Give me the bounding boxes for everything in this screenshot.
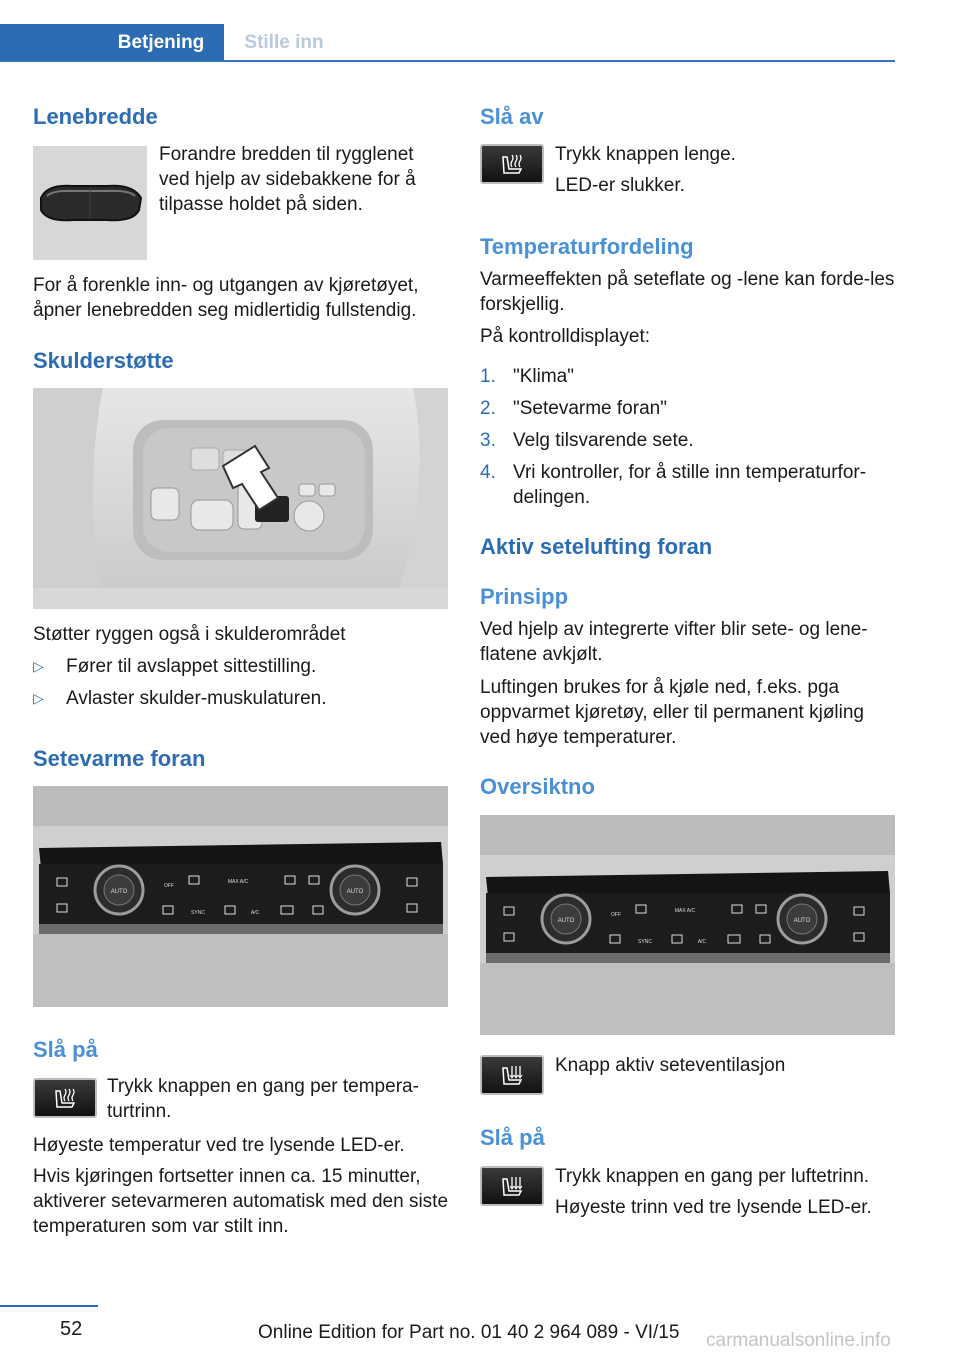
- list-item: ▷ Avlaster skulder-muskulaturen.: [33, 688, 327, 709]
- sla-av-line2: LED-er slukker.: [555, 175, 685, 196]
- tab-lead-block: [0, 24, 98, 62]
- heading-lenebredde: Lenebredde: [33, 104, 158, 129]
- chapter-tab-bar: [0, 24, 895, 62]
- seat-heat-icon: [50, 1085, 80, 1111]
- panel-label-off: OFF: [164, 883, 174, 889]
- heading-skulderstotte: Skulderstøtte: [33, 348, 174, 373]
- climate-panel-photo: [33, 786, 448, 1007]
- seat-ventilation-button[interactable]: [480, 1055, 544, 1095]
- seat-heat-icon: [497, 151, 527, 177]
- list-item: 1. "Klima": [480, 366, 574, 387]
- triangle-bullet-icon: ▷: [33, 658, 44, 674]
- tab-rule: [0, 60, 895, 62]
- triangle-bullet-icon: ▷: [33, 690, 44, 706]
- panel-label-auto-right: AUTO: [346, 889, 364, 895]
- panel-label-off: OFF: [611, 912, 621, 918]
- list-item: 2. "Setevarme foran": [480, 398, 667, 419]
- climate-panel-illustration: [33, 786, 448, 1007]
- panel-label-ac: A/C: [697, 939, 707, 945]
- sla-pa-vent-line2: Høyeste trinn ved tre lysende LED-er.: [555, 1197, 872, 1218]
- setevarme-p1: Høyeste temperatur ved tre lysende LED-er.: [33, 1135, 405, 1156]
- panel-label-auto-right: AUTO: [793, 918, 811, 924]
- edition-text: Online Edition for Part no. 01 40 2 964 089 - VI/15: [258, 1322, 680, 1343]
- sla-av-line1: Trykk knappen lenge.: [555, 144, 736, 165]
- lenebredde-switch-image: [33, 146, 147, 260]
- watermark-text: carmanualsonline.info: [706, 1330, 891, 1351]
- heading-aktiv-setelufting: Aktiv setelufting foran: [480, 534, 713, 559]
- heading-setevarme-foran: Setevarme foran: [33, 746, 206, 771]
- seat-ventilation-on-button[interactable]: [480, 1166, 544, 1206]
- lenebredde-desc: Forandre bredden til rygglenet ved hjelp av sidebakkene for å tilpasse holdet på siden.: [159, 144, 416, 215]
- panel-label-auto-left: AUTO: [557, 918, 575, 924]
- list-item: 3. Velg tilsvarende sete.: [480, 430, 694, 451]
- panel-label-auto-left: AUTO: [110, 889, 128, 895]
- climate-panel-illustration: [480, 815, 895, 1035]
- setevarme-p2: Hvis kjøringen fortsetter innen ca. 15 minutter, aktiverer setevarmeren automatisk med den siste temperaturen som var stilt inn.: [33, 1166, 449, 1237]
- seat-heat-button[interactable]: [33, 1078, 97, 1118]
- tab-betjening[interactable]: Betjening: [98, 24, 224, 62]
- heading-sla-av: Slå av: [480, 104, 544, 129]
- list-item: 4. Vri kontroller, for å stille inn temperaturfor-delingen.: [480, 462, 867, 508]
- lenebredde-body: For å forenkle inn- og utgangen av kjøretøyet, åpner lenebredden seg midlertidig fullstendig.: [33, 275, 419, 321]
- heading-sla-pa-vent: Slå på: [480, 1125, 545, 1150]
- sla-pa-heat-desc: Trykk knappen en gang per tempera-turtrinn.: [107, 1076, 419, 1122]
- panel-label-maxac: MAX A/C: [674, 908, 696, 914]
- tab-stille-inn[interactable]: Stille inn: [244, 32, 324, 53]
- footer-rule: [0, 1305, 98, 1307]
- sla-pa-vent-line1: Trykk knappen en gang per luftetrinn.: [555, 1166, 870, 1187]
- list-item: ▷ Fører til avslappet sittestilling.: [33, 656, 317, 677]
- panel-label-ac: A/C: [250, 910, 260, 916]
- temp-body: Varmeeffekten på seteflate og -lene kan forde-les forskjellig.: [480, 269, 895, 315]
- lenebredde-switch-icon: [33, 146, 147, 260]
- seat-ventilation-icon: [497, 1062, 527, 1088]
- temp-steps: [480, 364, 895, 517]
- page-number: 52: [60, 1318, 83, 1340]
- prinsipp-body: Ved hjelp av integrerte vifter blir sete- og lene-flatene avkjølt.: [480, 619, 868, 665]
- climate-panel-photo-right: [480, 815, 895, 1035]
- skulderstotte-body: Støtter ryggen også i skulderområdet: [33, 624, 346, 645]
- heading-temperaturfordeling: Temperaturfordeling: [480, 234, 694, 259]
- seat-ventilation-icon: [497, 1173, 527, 1199]
- prinsipp-body2: Luftingen brukes for å kjøle ned, f.eks. pga oppvarmet kjøretøy, eller til permanent kjøling ved høye temperaturer.: [480, 677, 864, 748]
- temp-lead: På kontrolldisplayet:: [480, 326, 651, 347]
- panel-label-maxac: MAX A/C: [227, 879, 249, 885]
- seat-heat-off-button[interactable]: [480, 144, 544, 184]
- heading-sla-pa-heat: Slå på: [33, 1037, 98, 1062]
- heading-prinsipp: Prinsipp: [480, 584, 569, 609]
- knapp-label: Knapp aktiv seteventilasjon: [555, 1055, 786, 1076]
- heading-oversikt: Oversiktno: [480, 774, 595, 799]
- skulderstotte-bullets: [33, 654, 449, 718]
- seat-controls-illustration: [33, 388, 448, 609]
- panel-label-sync: SYNC: [191, 910, 205, 916]
- skulderstotte-photo: [33, 388, 448, 609]
- panel-label-sync: SYNC: [638, 939, 652, 945]
